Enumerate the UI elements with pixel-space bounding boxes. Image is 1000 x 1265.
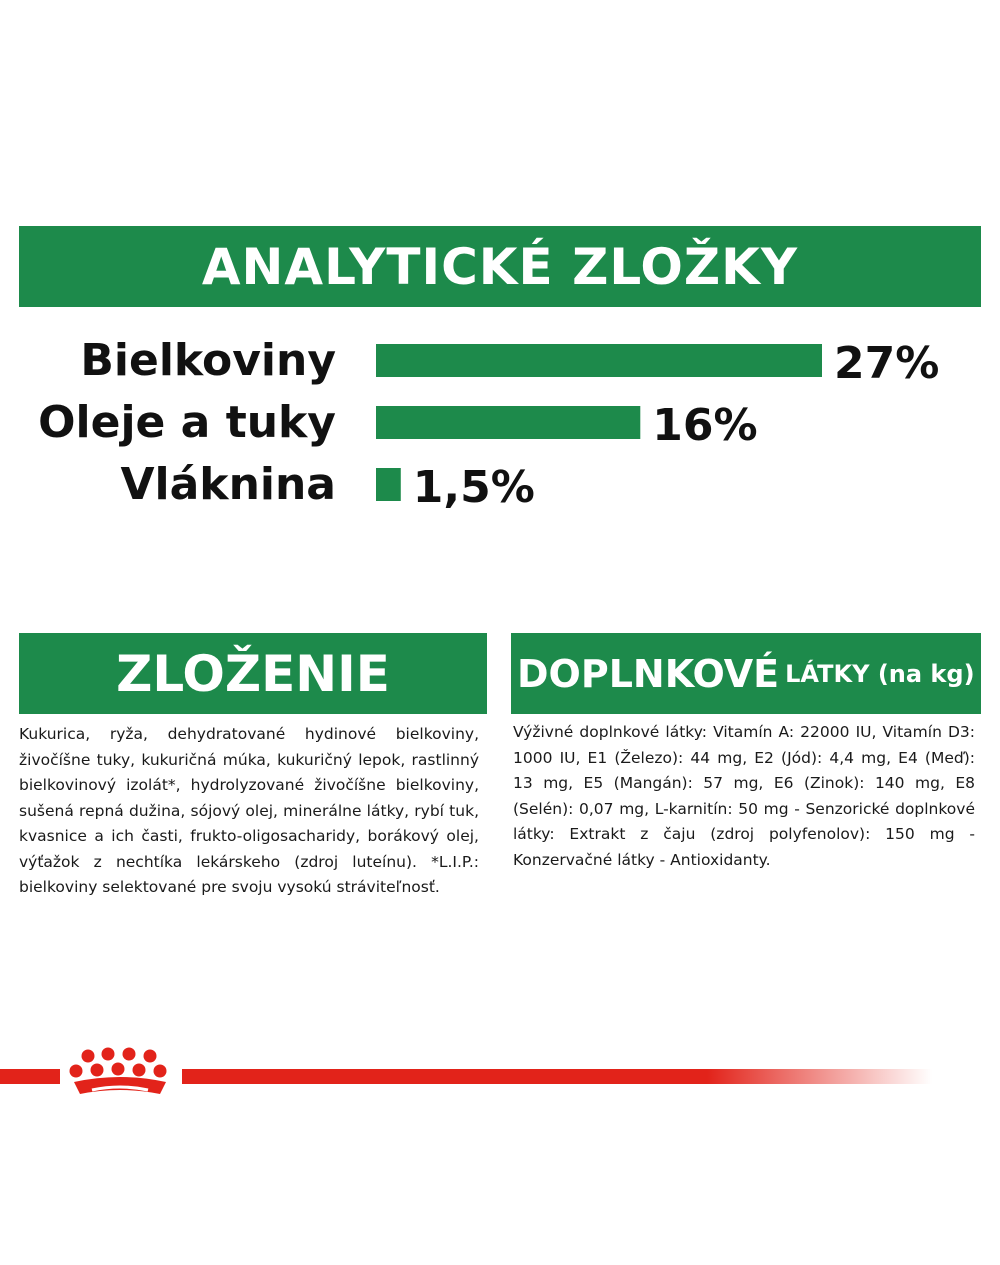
analytic-components-title: ANALYTICKÉ ZLOŽKY [201,237,799,296]
brand-stripe-right [182,1069,932,1084]
bar [376,344,822,377]
analytic-components-banner [19,226,981,307]
crown-icon [68,1046,174,1102]
composition-title: ZLOŽENIE [116,644,390,703]
value-label: 16% [652,400,758,451]
additives-text: Výživné doplnkové látky: Vitamín A: 22000 IU, Vitamín D3: 1000 IU, E1 (Železo): 44 mg, E2 (Jód): 4,4 mg, E4 (Meď): 13 mg, E5 (Mangán): 57 mg, E6 (Zinok): 140 mg, E8 (Selén): 0,07 mg, L-karnitín: 50 mg - Senzorické doplnkové látky: Extrakt z čaju (zdroj polyfenolov): 150 mg - Konzervačné látky - Antioxidanty. [513,723,975,869]
brand-stripe-left [0,1069,60,1084]
additives-title-unit: LÁTKY (na kg) [785,659,975,688]
value-label: 27% [834,338,940,389]
bar [376,468,401,501]
analytic-bar-chart [0,330,1000,520]
additives-banner [511,633,981,714]
composition-text: Kukurica, ryža, dehydratované hydinové bielkoviny, živočíšne tuky, kukuričná múka, kukuričný lepok, rastlinný bielkovinový izolát*, hydrolyzované živočíšne bielkoviny, sušená repná dužina, sójový olej, minerálne látky, rybí tuk, kvasnice a ich časti, frukto-oligosacharidy, borákový olej, výťažok z nechtíka lekárskeho (zdroj luteínu). *L.I.P.: bielkoviny selektované pre svoju vysokú stráviteľnosť. [19,725,479,896]
bar [376,406,640,439]
category-label: Bielkoviny [80,335,336,386]
category-label: Oleje a tuky [38,397,336,448]
value-label: 1,5% [412,462,535,513]
additives-title: DOPLNKOVÉ [517,651,780,696]
category-label: Vláknina [120,459,336,510]
composition-banner [19,633,487,714]
